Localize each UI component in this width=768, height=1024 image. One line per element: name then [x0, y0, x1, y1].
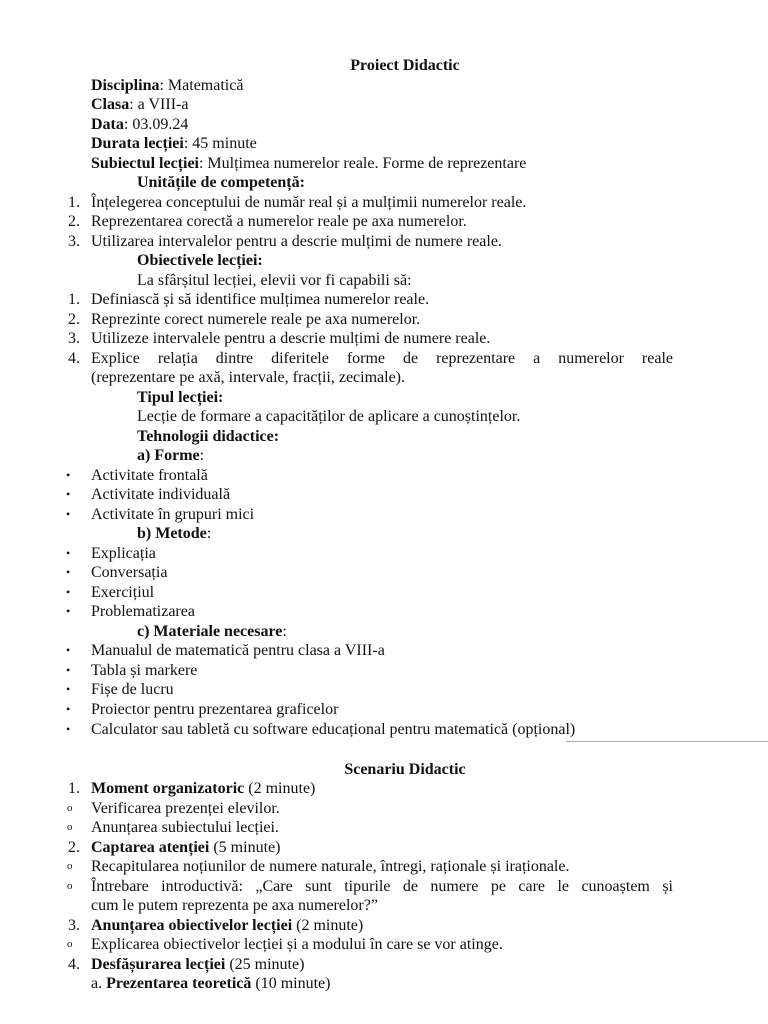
circle-bullet-icon: o: [67, 938, 73, 950]
document-title: Proiect Didactic: [350, 57, 460, 74]
circle-bullet-icon: o: [67, 802, 73, 814]
date-label: Data: [91, 116, 124, 133]
bullet-icon: •: [66, 507, 71, 521]
subject-label: Subiectul lecției: [91, 155, 199, 172]
lesson-type-heading: Tipul lecției:: [137, 389, 224, 406]
scenario-title: Scenariu Didactic: [344, 761, 466, 778]
bullet-icon: •: [66, 663, 71, 677]
class-value: : a VIII-a: [129, 96, 189, 113]
duration-value: : 45 minute: [183, 135, 257, 152]
discipline-label: Disciplina: [91, 77, 160, 94]
bullet-icon: •: [66, 682, 71, 696]
subject-value: : Mulțimea numerelor reale. Forme de reprezentare: [198, 155, 527, 172]
bullet-icon: •: [66, 585, 71, 599]
date-value: : 03.09.24: [123, 116, 189, 133]
scenario-substep-continuation: cum le putem reprezenta pe axa numerelor?”: [91, 897, 378, 914]
circle-bullet-icon: o: [67, 821, 73, 833]
bullet-icon: •: [66, 722, 71, 736]
info-duration: [91, 134, 257, 153]
bullet-icon: •: [66, 487, 71, 501]
bullet-icon: •: [66, 565, 71, 579]
objectives-heading: Obiectivele lecției:: [137, 252, 263, 269]
circle-bullet-icon: o: [67, 860, 73, 872]
bullet-icon: •: [66, 546, 71, 560]
duration-label: Durata lecției: [91, 135, 184, 152]
bullet-icon: •: [66, 468, 71, 482]
bullet-icon: •: [66, 643, 71, 657]
horizontal-rule: [566, 741, 768, 742]
info-date: [91, 115, 188, 134]
info-discipline: [91, 76, 243, 95]
forms-heading: a) Forme:: [137, 447, 205, 464]
lesson-type-text: Lecție de formare a capacităților de aplicare a cunoștințelor.: [137, 408, 521, 425]
technologies-heading: Tehnologii didactice:: [137, 428, 280, 445]
circle-bullet-icon: o: [67, 880, 73, 892]
discipline-value: : Matematică: [159, 77, 244, 94]
objective-item-continuation: (reprezentare pe axă, intervale, fracții, zecimale).: [91, 369, 406, 386]
materials-heading: c) Materiale necesare:: [137, 623, 287, 640]
methods-heading: b) Metode:: [137, 525, 212, 542]
competencies-heading: Unitățile de competență:: [137, 174, 305, 191]
info-class: [91, 95, 188, 114]
scenario-substep-a: a. Prezentarea teoretică (10 minute): [91, 975, 331, 992]
objectives-intro: La sfârșitul lecției, elevii vor fi capabili să:: [137, 272, 412, 289]
bullet-icon: •: [66, 604, 71, 618]
class-label: Clasa: [91, 96, 130, 113]
bullet-icon: •: [66, 702, 71, 716]
info-subject: [91, 154, 526, 173]
